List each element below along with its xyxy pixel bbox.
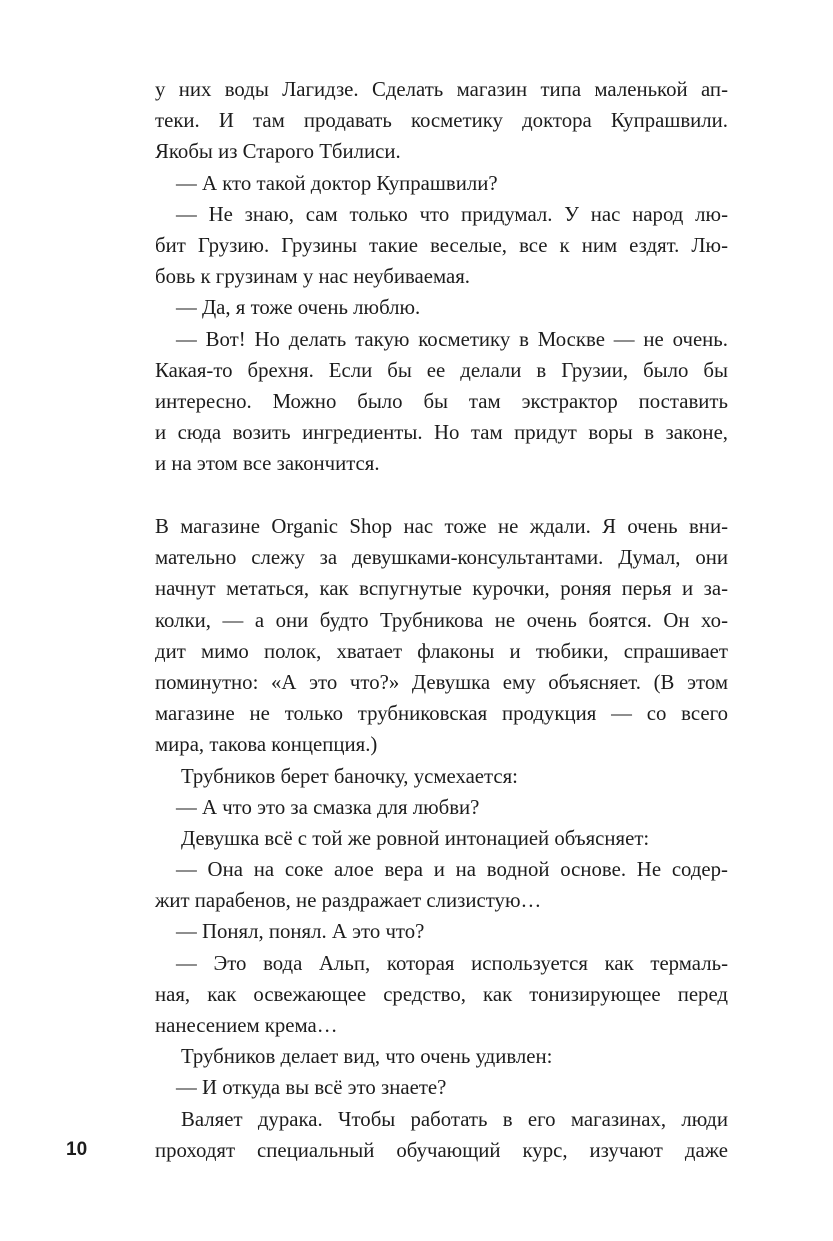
dialogue-line: — Понял, понял. А это что? [176, 920, 425, 944]
text-line: мательно слежу за девушками-консультантами. Думал, они [155, 546, 728, 570]
dialogue-line: — Это вода Альп, которая используется как термаль- [176, 951, 728, 975]
text-line: нанесением крема… [155, 1014, 338, 1038]
dialogue-line: — А что это за смазка для любви? [176, 795, 480, 819]
text-line: Какая-то брехня. Если бы ее делали в Грузии, было бы [155, 358, 728, 382]
page-number: 10 [66, 1139, 88, 1160]
text-line: теки. И там продавать косметику доктора Купрашвили. [155, 109, 728, 133]
dialogue-line: — Да, я тоже очень люблю. [176, 296, 421, 320]
text-line: мира, такова концепция.) [155, 733, 378, 757]
text-line: и сюда возить ингредиенты. Но там придут воры в законе, [155, 421, 728, 445]
text-line: Трубников делает вид, что очень удивлен: [181, 1045, 553, 1069]
text-line: Якобы из Старого Тбилиси. [155, 140, 401, 164]
dialogue-line: — Не знаю, сам только что придумал. У нас народ лю- [176, 202, 728, 226]
dialogue-line: — И откуда вы всё это знаете? [176, 1076, 447, 1100]
text-line: дит мимо полок, хватает флаконы и тюбики, спрашивает [155, 639, 728, 663]
text-line: Девушка всё с той же ровной интонацией объясняет: [181, 826, 650, 850]
text-line: у них воды Лагидзе. Сделать магазин типа маленькой ап- [155, 78, 728, 101]
dialogue-line: — Она на соке алое вера и на водной основе. Не содер- [176, 858, 728, 882]
text-line: начнут метаться, как вспугнутые курочки, роняя перья и за- [155, 577, 728, 601]
text-line: бит Грузию. Грузины такие веселые, все к ним ездят. Лю- [155, 233, 728, 257]
text-line: и на этом все закончится. [155, 452, 380, 476]
text-line: магазине не только трубниковская продукция — со всего [155, 702, 728, 726]
dialogue-line: — А кто такой доктор Купрашвили? [176, 171, 498, 195]
text-line: В магазине Organic Shop нас тоже не ждали. Я очень вни- [155, 515, 728, 539]
text-line: колки, — а они будто Трубникова не очень боятся. Он хо- [155, 608, 728, 632]
text-line: поминутно: «А это что?» Девушка ему объясняет. (В этом [155, 670, 728, 694]
dialogue-line: — Вот! Но делать такую косметику в Москве — не очень. [176, 327, 728, 351]
text-line: ная, как освежающее средство, как тонизирующее перед [155, 982, 728, 1006]
page-body [155, 74, 728, 1166]
text-line: Валяет дурака. Чтобы работать в его магазинах, люди [181, 1107, 728, 1131]
section-break [155, 479, 728, 511]
text-line: жит парабенов, не раздражает слизистую… [155, 889, 542, 913]
text-line: проходят специальный обучающий курс, изучают даже [155, 1138, 728, 1162]
text-line: бовь к грузинам у нас неубиваемая. [155, 265, 470, 289]
text-line: интересно. Можно было бы там экстрактор поставить [155, 389, 728, 413]
text-line: Трубников берет баночку, усмехается: [181, 764, 518, 788]
